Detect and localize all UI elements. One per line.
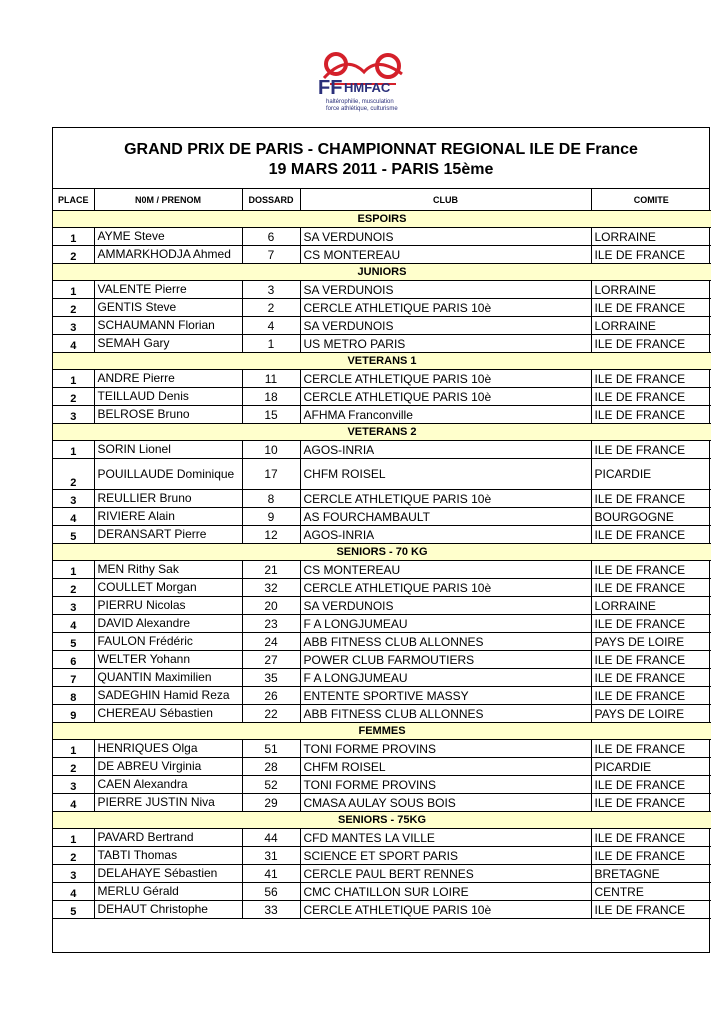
name-cell: TABTI Thomas (94, 847, 242, 865)
place-cell: 4 (53, 615, 94, 633)
club-cell: POWER CLUB FARMOUTIERS (300, 651, 591, 669)
svg-text:HMFAC: HMFAC (344, 80, 391, 95)
club-cell: CERCLE ATHLETIQUE PARIS 10è (300, 388, 591, 406)
place-cell: 4 (53, 508, 94, 526)
comite-cell: ILE DE FRANCE (591, 406, 711, 424)
dossard-cell: 18 (242, 388, 300, 406)
table-row (53, 388, 711, 406)
page-title: GRAND PRIX DE PARIS - CHAMPIONNAT REGIONAL ILE DE France (124, 141, 638, 158)
place-cell: 1 (53, 370, 94, 388)
name-cell: PIERRU Nicolas (94, 597, 242, 615)
place-cell: 1 (53, 281, 94, 299)
place-cell: 5 (53, 633, 94, 651)
dossard-cell: 35 (242, 669, 300, 687)
table-row (53, 299, 711, 317)
name-cell: AYME Steve (94, 228, 242, 246)
dossard-cell: 31 (242, 847, 300, 865)
name-cell: WELTER Yohann (94, 651, 242, 669)
table-row (53, 847, 711, 865)
svg-text:haltérophilie, musculation: haltérophilie, musculation (326, 99, 394, 105)
place-cell: 2 (53, 299, 94, 317)
table-header-row (53, 189, 711, 211)
table-row (53, 526, 711, 544)
name-cell: HENRIQUES Olga (94, 740, 242, 758)
table-row (53, 687, 711, 705)
comite-cell: PICARDIE (591, 758, 711, 776)
club-cell: AFHMA Franconville (300, 406, 591, 424)
comite-cell: ILE DE FRANCE (591, 740, 711, 758)
club-cell: AGOS-INRIA (300, 526, 591, 544)
dossard-cell: 24 (242, 633, 300, 651)
table-row (53, 758, 711, 776)
column-header-place: PLACE (53, 189, 94, 211)
club-cell: CERCLE ATHLETIQUE PARIS 10è (300, 490, 591, 508)
results-body (53, 211, 711, 919)
name-cell: ANDRE Pierre (94, 370, 242, 388)
name-cell: DE ABREU Virginia (94, 758, 242, 776)
comite-cell: ILE DE FRANCE (591, 299, 711, 317)
place-cell: 1 (53, 228, 94, 246)
comite-cell: ILE DE FRANCE (591, 246, 711, 264)
table-row (53, 490, 711, 508)
column-header-club: CLUB (300, 189, 591, 211)
table-row (53, 705, 711, 723)
place-cell: 4 (53, 794, 94, 812)
club-cell: SCIENCE ET SPORT PARIS (300, 847, 591, 865)
name-cell: REULLIER Bruno (94, 490, 242, 508)
comite-cell: ILE DE FRANCE (591, 441, 711, 459)
club-cell: CERCLE ATHLETIQUE PARIS 10è (300, 901, 591, 919)
table-row (53, 246, 711, 264)
club-cell: ENTENTE SPORTIVE MASSY (300, 687, 591, 705)
place-cell: 3 (53, 490, 94, 508)
place-cell: 2 (53, 459, 94, 490)
place-cell: 8 (53, 687, 94, 705)
table-row (53, 441, 711, 459)
category-row (53, 544, 711, 561)
column-header-dossard: DOSSARD (242, 189, 300, 211)
place-cell: 6 (53, 651, 94, 669)
dossard-cell: 15 (242, 406, 300, 424)
club-cell: AGOS-INRIA (300, 441, 591, 459)
table-row (53, 651, 711, 669)
table-row (53, 370, 711, 388)
category-label: SENIORS - 70 KG (53, 544, 711, 561)
club-cell: F A LONGJUMEAU (300, 615, 591, 633)
place-cell: 3 (53, 406, 94, 424)
comite-cell: ILE DE FRANCE (591, 651, 711, 669)
comite-cell: LORRAINE (591, 228, 711, 246)
place-cell: 1 (53, 740, 94, 758)
ffhmfac-logo-graphic (316, 48, 408, 116)
table-row (53, 901, 711, 919)
dossard-cell: 1 (242, 335, 300, 353)
table-row (53, 865, 711, 883)
club-cell: TONI FORME PROVINS (300, 776, 591, 794)
club-cell: SA VERDUNOIS (300, 228, 591, 246)
place-cell: 1 (53, 829, 94, 847)
comite-cell: ILE DE FRANCE (591, 847, 711, 865)
dossard-cell: 52 (242, 776, 300, 794)
club-cell: ABB FITNESS CLUB ALLONNES (300, 633, 591, 651)
category-row (53, 353, 711, 370)
comite-cell: ILE DE FRANCE (591, 579, 711, 597)
category-label: VETERANS 2 (53, 424, 711, 441)
club-cell: TONI FORME PROVINS (300, 740, 591, 758)
table-row (53, 335, 711, 353)
table-row (53, 508, 711, 526)
dossard-cell: 12 (242, 526, 300, 544)
place-cell: 1 (53, 561, 94, 579)
name-cell: SADEGHIN Hamid Reza (94, 687, 242, 705)
dossard-cell: 27 (242, 651, 300, 669)
name-cell: GENTIS Steve (94, 299, 242, 317)
category-row (53, 211, 711, 228)
dossard-cell: 20 (242, 597, 300, 615)
club-cell: SA VERDUNOIS (300, 281, 591, 299)
comite-cell: LORRAINE (591, 317, 711, 335)
table-row (53, 597, 711, 615)
club-cell: SA VERDUNOIS (300, 597, 591, 615)
place-cell: 2 (53, 758, 94, 776)
comite-cell: LORRAINE (591, 281, 711, 299)
comite-cell: ILE DE FRANCE (591, 901, 711, 919)
dossard-cell: 33 (242, 901, 300, 919)
place-cell: 5 (53, 901, 94, 919)
club-cell: CERCLE ATHLETIQUE PARIS 10è (300, 299, 591, 317)
dossard-cell: 29 (242, 794, 300, 812)
name-cell: COULLET Morgan (94, 579, 242, 597)
comite-cell: ILE DE FRANCE (591, 794, 711, 812)
table-row (53, 561, 711, 579)
dossard-cell: 10 (242, 441, 300, 459)
dossard-cell: 32 (242, 579, 300, 597)
dossard-cell: 26 (242, 687, 300, 705)
name-cell: MEN Rithy Sak (94, 561, 242, 579)
club-cell: CMC CHATILLON SUR LOIRE (300, 883, 591, 901)
club-cell: CHFM ROISEL (300, 758, 591, 776)
dossard-cell: 8 (242, 490, 300, 508)
page-header (53, 128, 709, 189)
name-cell: SEMAH Gary (94, 335, 242, 353)
table-row (53, 406, 711, 424)
club-cell: CS MONTEREAU (300, 246, 591, 264)
club-cell: AS FOURCHAMBAULT (300, 508, 591, 526)
comite-cell: ILE DE FRANCE (591, 561, 711, 579)
category-row (53, 812, 711, 829)
category-label: FEMMES (53, 723, 711, 740)
comite-cell: ILE DE FRANCE (591, 687, 711, 705)
name-cell: QUANTIN Maximilien (94, 669, 242, 687)
club-cell: CS MONTEREAU (300, 561, 591, 579)
comite-cell: PAYS DE LOIRE (591, 705, 711, 723)
results-sheet (52, 127, 710, 953)
place-cell: 2 (53, 388, 94, 406)
place-cell: 4 (53, 883, 94, 901)
dossard-cell: 22 (242, 705, 300, 723)
name-cell: AMMARKHODJA Ahmed (94, 246, 242, 264)
comite-cell: ILE DE FRANCE (591, 388, 711, 406)
place-cell: 9 (53, 705, 94, 723)
club-cell: CHFM ROISEL (300, 459, 591, 490)
dossard-cell: 41 (242, 865, 300, 883)
name-cell: DELAHAYE Sébastien (94, 865, 242, 883)
name-cell: SORIN Lionel (94, 441, 242, 459)
name-cell: DERANSART Pierre (94, 526, 242, 544)
category-label: VETERANS 1 (53, 353, 711, 370)
club-cell: ABB FITNESS CLUB ALLONNES (300, 705, 591, 723)
results-table (53, 189, 711, 919)
table-row (53, 281, 711, 299)
table-row (53, 669, 711, 687)
table-row (53, 615, 711, 633)
place-cell: 3 (53, 317, 94, 335)
category-label: ESPOIRS (53, 211, 711, 228)
table-row (53, 228, 711, 246)
comite-cell: ILE DE FRANCE (591, 370, 711, 388)
category-label: SENIORS - 75KG (53, 812, 711, 829)
name-cell: DAVID Alexandre (94, 615, 242, 633)
dossard-cell: 3 (242, 281, 300, 299)
table-row (53, 883, 711, 901)
name-cell: FAULON Frédéric (94, 633, 242, 651)
dossard-cell: 2 (242, 299, 300, 317)
name-cell: SCHAUMANN Florian (94, 317, 242, 335)
name-cell: PIERRE JUSTIN Niva (94, 794, 242, 812)
name-cell: VALENTE Pierre (94, 281, 242, 299)
table-row (53, 633, 711, 651)
comite-cell: ILE DE FRANCE (591, 490, 711, 508)
comite-cell: CENTRE (591, 883, 711, 901)
name-cell: POUILLAUDE Dominique (94, 459, 242, 490)
place-cell: 3 (53, 776, 94, 794)
category-label: JUNIORS (53, 264, 711, 281)
club-cell: CMASA AULAY SOUS BOIS (300, 794, 591, 812)
comite-cell: ILE DE FRANCE (591, 829, 711, 847)
table-row (53, 459, 711, 490)
name-cell: PAVARD Bertrand (94, 829, 242, 847)
table-row (53, 794, 711, 812)
club-cell: CFD MANTES LA VILLE (300, 829, 591, 847)
comite-cell: ILE DE FRANCE (591, 615, 711, 633)
table-row (53, 740, 711, 758)
dossard-cell: 51 (242, 740, 300, 758)
name-cell: BELROSE Bruno (94, 406, 242, 424)
comite-cell: LORRAINE (591, 597, 711, 615)
name-cell: CAEN Alexandra (94, 776, 242, 794)
category-row (53, 424, 711, 441)
dossard-cell: 23 (242, 615, 300, 633)
place-cell: 5 (53, 526, 94, 544)
dossard-cell: 44 (242, 829, 300, 847)
ffhmfac-logo (316, 48, 408, 116)
name-cell: CHEREAU Sébastien (94, 705, 242, 723)
place-cell: 3 (53, 865, 94, 883)
dossard-cell: 4 (242, 317, 300, 335)
comite-cell: PAYS DE LOIRE (591, 633, 711, 651)
comite-cell: ILE DE FRANCE (591, 776, 711, 794)
place-cell: 7 (53, 669, 94, 687)
column-header-comite: COMITE (591, 189, 711, 211)
page-subtitle: 19 MARS 2011 - PARIS 15ème (268, 161, 494, 178)
dossard-cell: 6 (242, 228, 300, 246)
place-cell: 1 (53, 441, 94, 459)
comite-cell: ILE DE FRANCE (591, 669, 711, 687)
table-row (53, 317, 711, 335)
name-cell: MERLU Gérald (94, 883, 242, 901)
place-cell: 3 (53, 597, 94, 615)
dossard-cell: 11 (242, 370, 300, 388)
table-row (53, 579, 711, 597)
name-cell: RIVIERE Alain (94, 508, 242, 526)
dossard-cell: 7 (242, 246, 300, 264)
table-row (53, 776, 711, 794)
club-cell: CERCLE PAUL BERT RENNES (300, 865, 591, 883)
place-cell: 2 (53, 246, 94, 264)
club-cell: US METRO PARIS (300, 335, 591, 353)
comite-cell: BRETAGNE (591, 865, 711, 883)
category-row (53, 264, 711, 281)
dossard-cell: 9 (242, 508, 300, 526)
place-cell: 2 (53, 579, 94, 597)
club-cell: F A LONGJUMEAU (300, 669, 591, 687)
name-cell: TEILLAUD Denis (94, 388, 242, 406)
table-row (53, 829, 711, 847)
comite-cell: ILE DE FRANCE (591, 526, 711, 544)
place-cell: 4 (53, 335, 94, 353)
category-row (53, 723, 711, 740)
dossard-cell: 21 (242, 561, 300, 579)
svg-text:FF: FF (318, 77, 343, 99)
dossard-cell: 17 (242, 459, 300, 490)
svg-text:force athlétique, culturisme: force athlétique, culturisme (326, 106, 398, 112)
club-cell: CERCLE ATHLETIQUE PARIS 10è (300, 370, 591, 388)
club-cell: CERCLE ATHLETIQUE PARIS 10è (300, 579, 591, 597)
column-header-name: N0M / PRENOM (94, 189, 242, 211)
dossard-cell: 28 (242, 758, 300, 776)
dossard-cell: 56 (242, 883, 300, 901)
comite-cell: BOURGOGNE (591, 508, 711, 526)
comite-cell: ILE DE FRANCE (591, 335, 711, 353)
name-cell: DEHAUT Christophe (94, 901, 242, 919)
comite-cell: PICARDIE (591, 459, 711, 490)
place-cell: 2 (53, 847, 94, 865)
club-cell: SA VERDUNOIS (300, 317, 591, 335)
